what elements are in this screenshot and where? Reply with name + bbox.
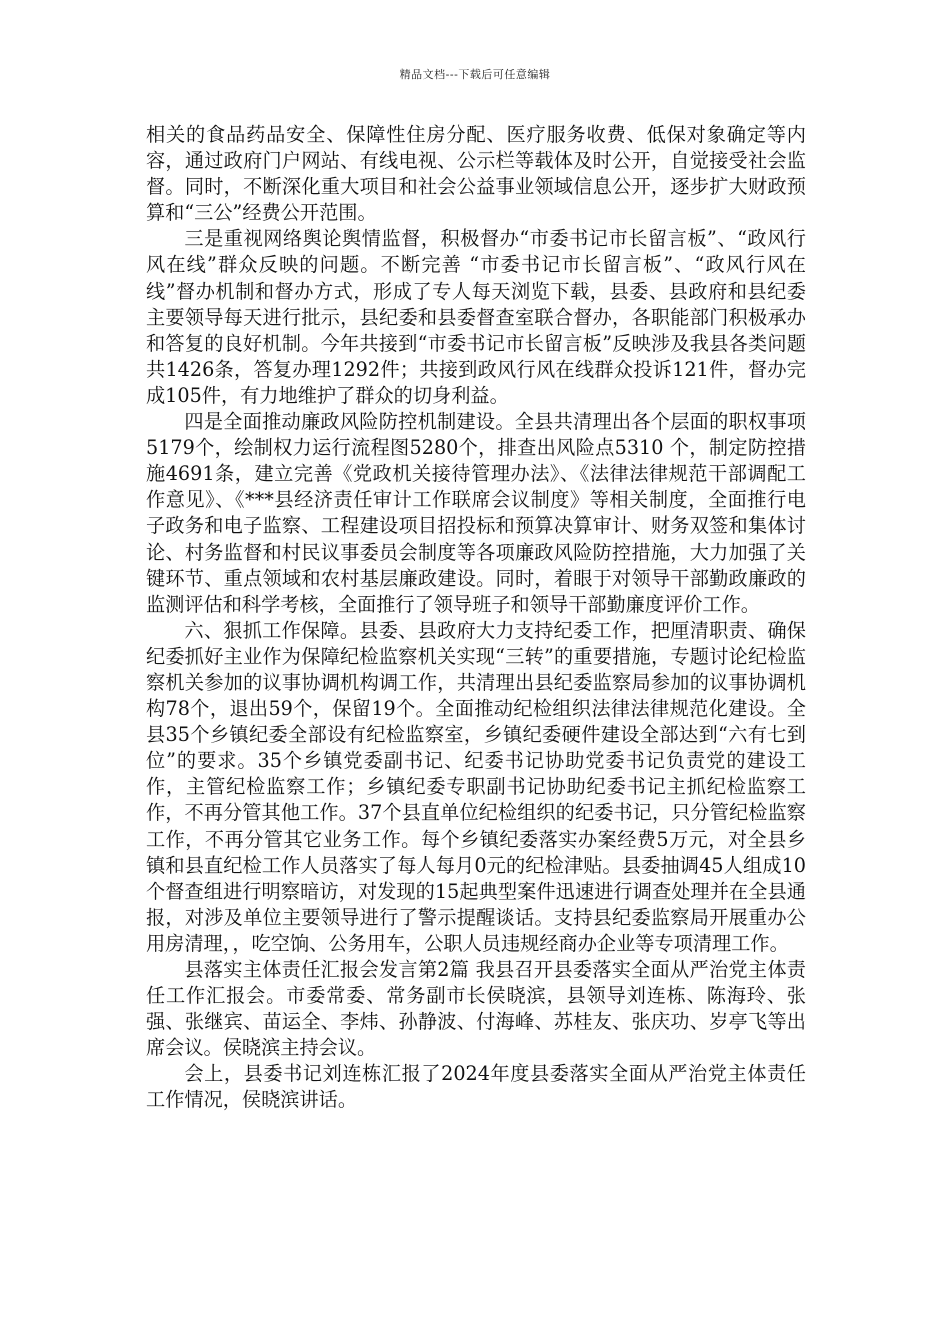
paragraph-online-supervision: 三是重视网络舆论舆情监督，积极督办“市委书记市长留言板”、“政风行风在线”群众反映的问题。不断完善 “市委书记市长留言板”、“政风行风在线”督办机制和督办方式，形成了专人每天浏览下载，县委、县政府和县纪委主要领导每天进行批示，县纪委和县委督查室联合督办，各职能部门积极承办和答复的良好机制。今年共接到“市委书记市长留言板”反映涉及我县各类问题共1426条，答复办理1292件；共接到政风行风在线群众投诉121件，督办完成105件，有力地维护了群众的切身利益。: [146, 227, 806, 407]
paragraph-continuation: 相关的食品药品安全、保障性住房分配、医疗服务收费、低保对象确定等内容，通过政府门户网站、有线电视、公示栏等载体及时公开，自觉接受社会监督。同时，不断深化重大项目和社会公益事业领域信息公开，逐步扩大财政预算和“三公”经费公开范围。: [146, 123, 806, 225]
paragraph-meeting-report: 县落实主体责任汇报会发言第2篇 我县召开县委落实全面从严治党主体责任工作汇报会。市委常委、常务副市长侯晓滨，县领导刘连栋、陈海玲、张强、张继宾、苗运全、李炜、孙静波、付海峰、苏桂友、张庆功、岁亭飞等出席会议。侯晓滨主持会议。: [146, 958, 806, 1060]
document-body: [146, 122, 806, 1114]
paragraph-work-guarantee: 六、狠抓工作保障。县委、县政府大力支持纪委工作，把厘清职责、确保纪委抓好主业作为保障纪检监察机关实现“三转”的重要措施，专题讨论纪检监察机关参加的议事协调机构调工作，共清理出县纪委监察局参加的议事协调机构78个，退出59个，保留19个。全面推动纪检组织法律法律规范化建设。全县35个乡镇纪委全部设有纪检监察室，乡镇纪委硬件建设全部达到“六有七到位”的要求。35个乡镇党委副书记、纪委书记协助党委书记负责党的建设工作，主管纪检监察工作；乡镇纪委专职副书记协助纪委书记主抓纪检监察工作，不再分管其他工作。37个县直单位纪检组织的纪委书记，只分管纪检监察工作，不再分管其它业务工作。每个乡镇纪委落实办案经费5万元，对全县乡镇和县直纪检工作人员落实了每人每月0元的纪检津贴。县委抽调45人组成10个督查组进行明察暗访，对发现的15起典型案件迅速进行调查处理并在全县通报，对涉及单位主要领导进行了警示提醒谈话。支持县纪委监察局开展重办公用房清理，，吃空饷、公务用车，公职人员违规经商办企业等专项清理工作。: [146, 618, 806, 955]
paragraph-risk-control: 四是全面推动廉政风险防控机制建设。全县共清理出各个层面的职权事项5179个，绘制权力运行流程图5280个，排查出风险点5310 个，制定防控措施4691条，建立完善《党政机关接待管理办法》、《法律法律规范干部调配工作意见》、《***县经济责任审计工作联席会议制度》等相关制度，全面推行电子政务和电子监察、工程建设项目招投标和预算决算审计、财务双签和集体讨论、村务监督和村民议事委员会制度等各项廉政风险防控措施，大力加强了关键环节、重点领域和农村基层廉政建设。同时，着眼于对领导干部勤政廉政的监测评估和科学考核，全面推行了领导班子和领导干部勤廉度评价工作。: [146, 410, 806, 616]
paragraph-meeting-speech: 会上，县委书记刘连栋汇报了2024年度县委落实全面从严治党主体责任工作情况，侯晓滨讲话。: [146, 1062, 806, 1112]
page-header: 精品文档---下载后可任意编辑: [399, 68, 551, 81]
